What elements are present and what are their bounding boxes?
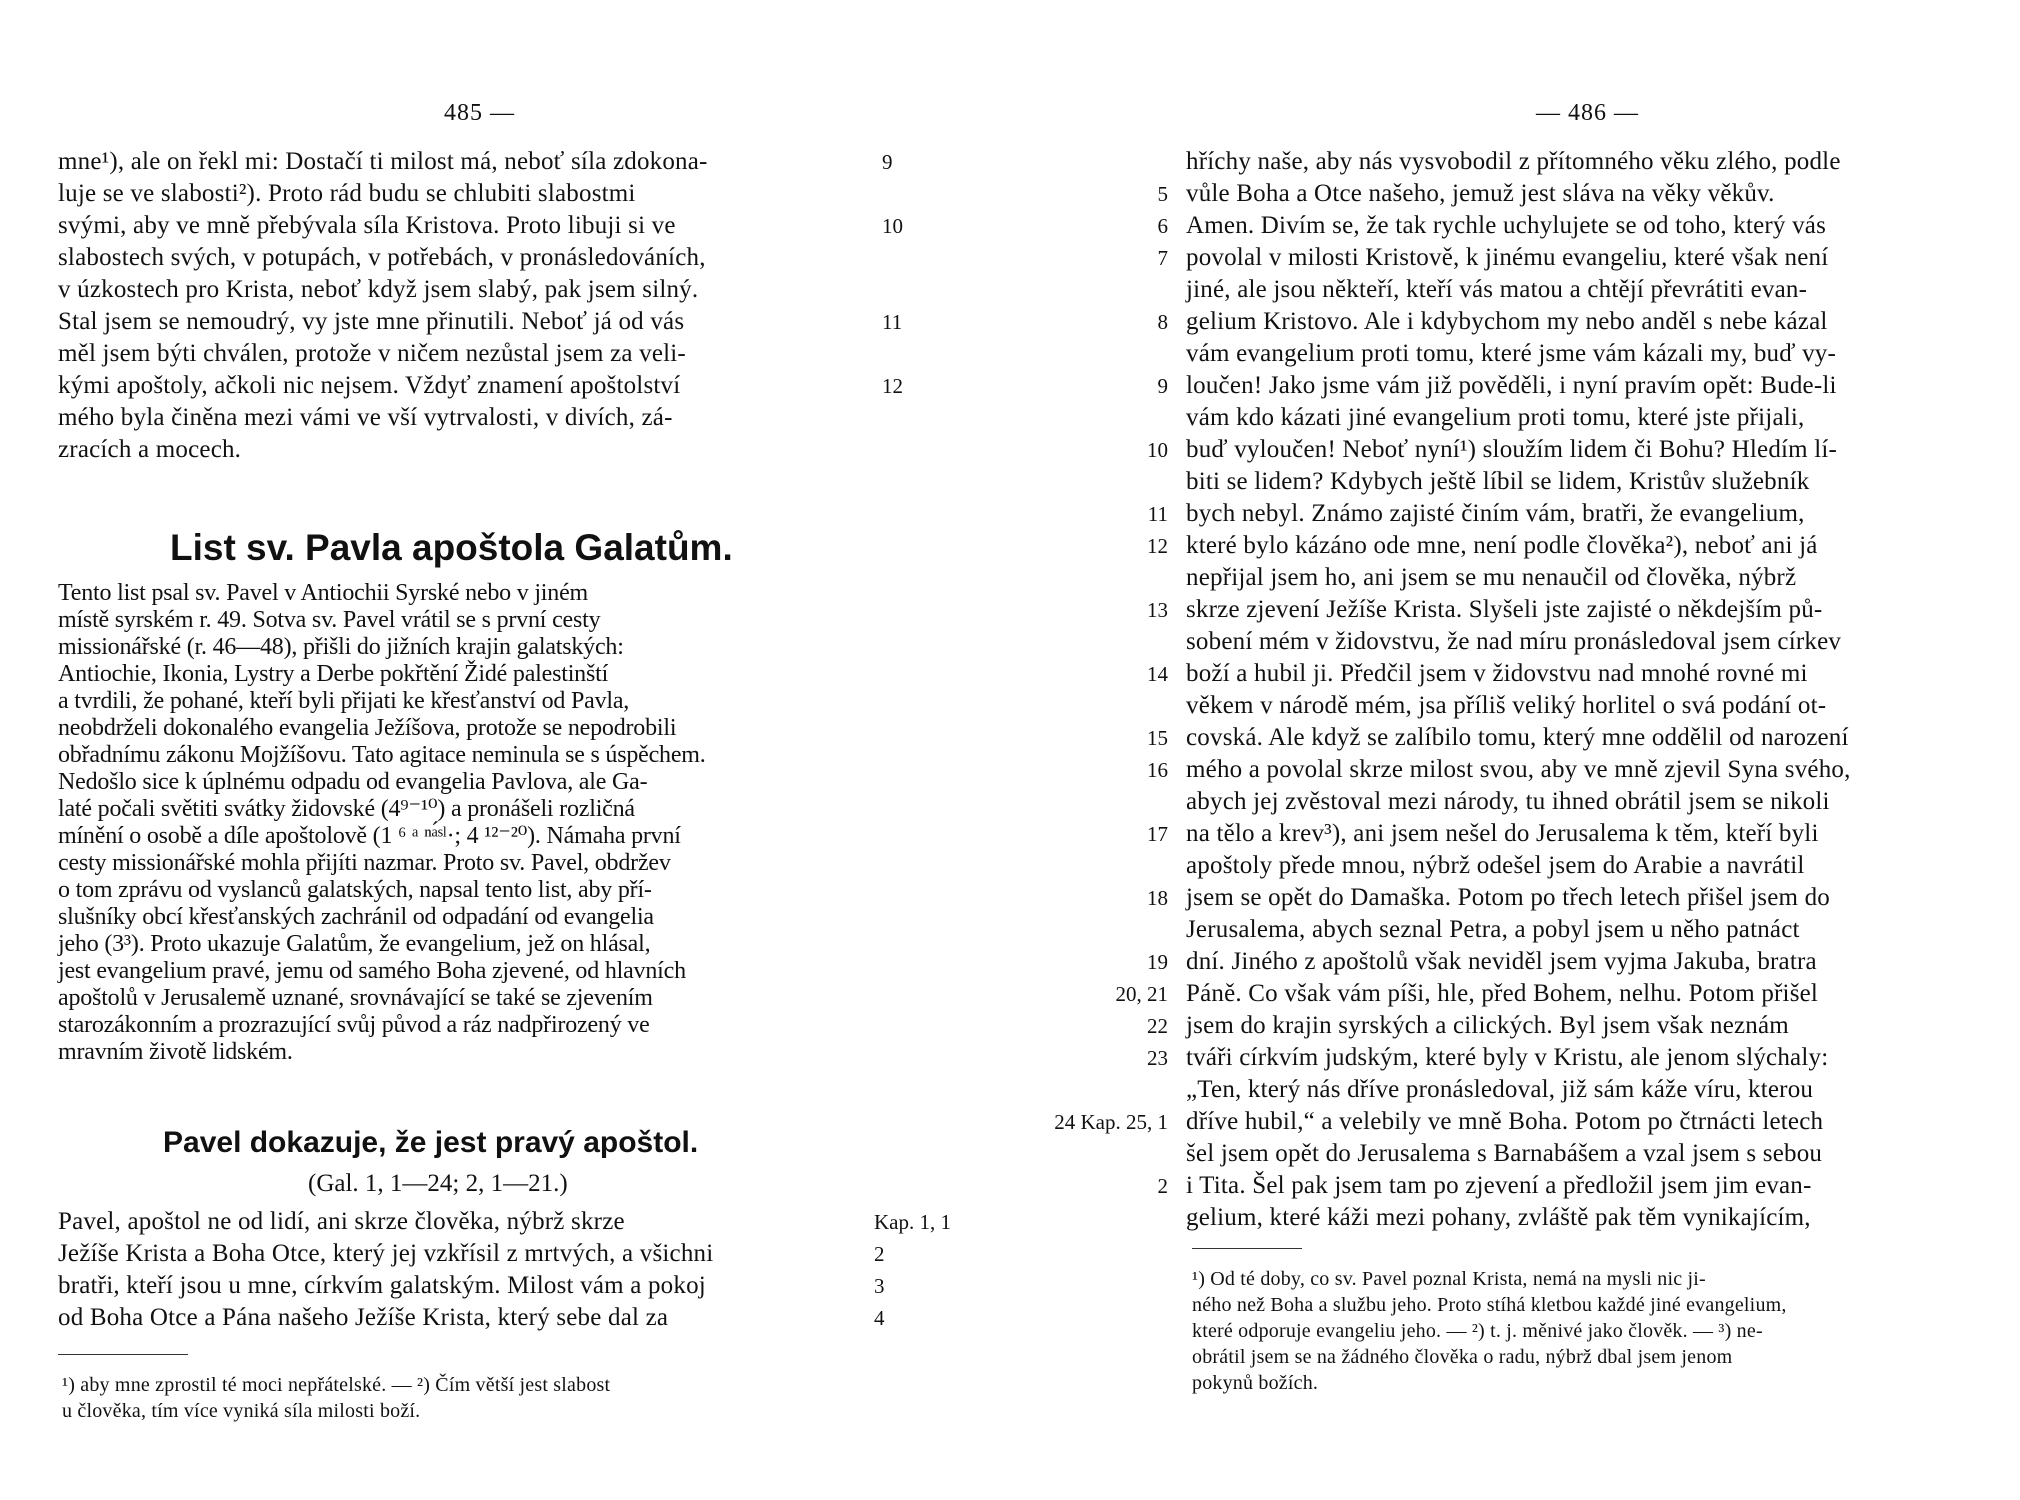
line-text: Nedošlo sice k úplnému odpadu od evangelia Pavlova, ale Ga- (58, 769, 648, 795)
text-line (1010, 530, 2020, 562)
line-text: obřadnímu zákonu Mojžíšovu. Tato agitace neminula se s úspěchem. (58, 742, 706, 768)
verse-number: 23 (1147, 1046, 1168, 1070)
intro-line (0, 1039, 1010, 1066)
footnote-text: které odporuje evangeliu jeho. — ²) t. j. měnivé jako člověk. — ³) ne- (1192, 1320, 1763, 1342)
verse-number: 16 (1147, 758, 1168, 782)
verse-number: 9 (882, 150, 893, 174)
verse-number: Kap. 1, 1 (874, 1210, 951, 1234)
text-line (1010, 1138, 2020, 1170)
line-text: bratři, kteří jsou u mne, církvím galatským. Milost vám a pokoj (58, 1272, 706, 1299)
text-line (0, 402, 1010, 434)
line-text: jsem se opět do Damaška. Potom po třech letech přišel jsem do (1186, 884, 1830, 911)
line-text: o tom zprávu od vyslanců galatských, napsal tento list, aby pří- (58, 877, 652, 903)
verse-number: 7 (1157, 246, 1168, 270)
verse-number: 18 (1147, 886, 1168, 910)
text-line (1010, 402, 2020, 434)
left-footnotes (0, 1372, 1010, 1424)
line-text: věkem v národě mém, jsa příliš veliký horlitel o svá podání ot- (1186, 692, 1827, 719)
text-line (1010, 1010, 2020, 1042)
page-number: 485 — (444, 100, 515, 126)
text-line (0, 306, 1010, 338)
line-text: které bylo kázáno ode mne, není podle člověka²), neboť ani já (1186, 532, 1818, 559)
footnote-line (1010, 1318, 2020, 1344)
text-line (1010, 242, 2020, 274)
intro-line (0, 634, 1010, 661)
text-line (1010, 722, 2020, 754)
intro-line (0, 769, 1010, 796)
intro-line (0, 958, 1010, 985)
intro-line (0, 904, 1010, 931)
verse-number: 4 (874, 1306, 885, 1330)
text-line (0, 434, 1010, 466)
verse-number: 8 (1157, 310, 1168, 334)
intro-paragraph (0, 580, 1010, 1066)
line-text: nepřijal jsem ho, ani jsem se mu nenaučil od člověka, nýbrž (1186, 564, 1797, 591)
line-text: zracích a mocech. (58, 436, 242, 463)
verse-number: 11 (1147, 502, 1168, 526)
text-line (1010, 210, 2020, 242)
line-text: a tvrdili, že pohané, kteří byli přijati ke křesťanství od Pavla, (58, 688, 630, 714)
verse-number: 19 (1147, 950, 1168, 974)
text-line (1010, 818, 2020, 850)
text-line (0, 338, 1010, 370)
line-text: apoštolů v Jerusalemě uznané, srovnávající se také se zjevením (58, 985, 653, 1011)
line-text: bych nebyl. Známo zajisté činím vám, bratři, že evangelium, (1186, 500, 1805, 527)
line-text: hříchy naše, aby nás vysvobodil z přítomného věku zlého, podle (1186, 148, 1841, 175)
verse-number: 14 (1147, 662, 1168, 686)
text-line (0, 178, 1010, 210)
text-line (0, 274, 1010, 306)
line-text: jiné, ale jsou někteří, kteří vás matou a chtějí převrátiti evan- (1186, 276, 1808, 303)
line-text: dříve hubil,“ a velebily ve mně Boha. Potom po čtrnácti letech (1186, 1108, 1824, 1135)
verse-number: 11 (882, 310, 903, 334)
footnote-rule (1192, 1248, 1302, 1249)
line-text: mého a povolal skrze milost svou, aby ve mně zjevil Syna svého, (1186, 756, 1851, 783)
line-text: buď vyloučen! Neboť nyní¹) sloužím lidem či Bohu? Hledím lí- (1186, 436, 1838, 463)
text-line (1010, 498, 2020, 530)
text-line (1010, 178, 2020, 210)
text-line (1010, 1042, 2020, 1074)
line-text: mínění o osobě a díle apoštolově (1 ⁶ ᵃ ⁿᵃ́ˢˡ·; 4 ¹²⁻²⁰). Námaha první (58, 823, 681, 849)
text-line (1010, 466, 2020, 498)
intro-line (0, 823, 1010, 850)
intro-line (0, 877, 1010, 904)
line-text: Tento list psal sv. Pavel v Antiochii Syrské nebo v jiném (58, 580, 588, 606)
line-text: tváři církvím judským, které byly v Kristu, ale jenom slýchaly: (1186, 1044, 1829, 1071)
text-line (0, 1270, 1010, 1302)
line-text: Amen. Divím se, že tak rychle uchylujete se od toho, který vás (1186, 212, 1826, 239)
text-line (0, 1302, 1010, 1334)
verse-number: 6 (1157, 214, 1168, 238)
line-text: na tělo a krev³), ani jsem nešel do Jerusalema k těm, kteří byli (1186, 820, 1819, 847)
text-line (1010, 754, 2020, 786)
intro-line (0, 661, 1010, 688)
text-line (1010, 978, 2020, 1010)
line-text: sobení mém v židovstvu, že nad míru pronásledoval jsem církev (1186, 628, 1842, 655)
line-text: od Boha Otce a Pána našeho Ježíše Krista, který sebe dal za (58, 1304, 669, 1331)
footnote-line (1010, 1266, 2020, 1292)
left-top-text (0, 146, 1010, 466)
text-line (1010, 658, 2020, 690)
line-text: kými apoštoly, ačkoli nic nejsem. Vždyť znamení apoštolství (58, 372, 681, 399)
footnote-line (1010, 1344, 2020, 1370)
line-text: apoštoly přede mnou, nýbrž odešel jsem do Arabie a navrátil (1186, 852, 1805, 879)
text-line (0, 242, 1010, 274)
line-text: svými, aby ve mně přebývala síla Kristova. Proto libuji si ve (58, 212, 676, 239)
verse-number: 9 (1157, 374, 1168, 398)
line-text: v úzkostech pro Krista, neboť když jsem slabý, pak jsem silný. (58, 276, 699, 303)
text-line (1010, 786, 2020, 818)
line-text: Pavel, apoštol ne od lidí, ani skrze člověka, nýbrž skrze (58, 1208, 625, 1235)
verse-number: 10 (1147, 438, 1168, 462)
footnote-line (0, 1398, 1010, 1424)
intro-line (0, 1012, 1010, 1039)
intro-line (0, 715, 1010, 742)
left-body-text (0, 1206, 1010, 1334)
text-line (1010, 946, 2020, 978)
line-text: mého byla činěna mezi vámi ve vší vytrvalosti, v divích, zá- (58, 404, 673, 431)
text-line (0, 370, 1010, 402)
footnote-text: ¹) aby mne zprostil té moci nepřátelské. — ²) Čím větší jest slabost (62, 1374, 611, 1396)
line-text: cesty missionářské mohla přijíti nazmar. Proto sv. Pavel, obdržev (58, 850, 671, 876)
line-text: missionářské (r. 46—48), přišli do jižních krajin galatských: (58, 634, 624, 660)
line-text: covská. Ale když se zalíbilo tomu, který mne oddělil od narození (1186, 724, 1849, 751)
line-text: Jerusalema, abych seznal Petra, a pobyl jsem u něho patnáct (1186, 916, 1800, 943)
intro-line (0, 985, 1010, 1012)
line-text: jeho (3³). Proto ukazuje Galatům, že evangelium, jež on hlásal, (58, 931, 651, 957)
line-text: místě syrském r. 49. Sotva sv. Pavel vrátil se s první cesty (58, 607, 601, 633)
text-line (1010, 146, 2020, 178)
intro-line (0, 850, 1010, 877)
footnote-line (1010, 1370, 2020, 1396)
line-text: jest evangelium pravé, jemu od samého Boha zjevené, od hlavních (58, 958, 686, 984)
footnote-line (0, 1372, 1010, 1398)
text-line (1010, 1202, 2020, 1234)
verse-number: 12 (882, 374, 903, 398)
line-text: neobdrželi dokonalého evangelia Ježíšova, protože se nepodrobili (58, 715, 677, 741)
text-line (1010, 850, 2020, 882)
line-text: vůle Boha a Otce našeho, jemuž jest sláva na věky věkův. (1186, 180, 1775, 207)
line-text: i Tita. Šel pak jsem tam po zjevení a předložil jsem jim evan- (1186, 1172, 1812, 1199)
line-text: slušníky obcí křesťanských zachránil od odpadání od evangelia (58, 904, 654, 930)
footnote-text: ného než Boha a službu jeho. Proto stíhá kletbou každé jiné evangelium, (1192, 1294, 1787, 1316)
verse-number: 10 (882, 214, 903, 238)
text-line (0, 1238, 1010, 1270)
line-text: Stal jsem se nemoudrý, vy jste mne přinutili. Neboť já od vás (58, 308, 685, 335)
text-line (0, 210, 1010, 242)
verse-number: 22 (1147, 1014, 1168, 1038)
verse-number: 13 (1147, 598, 1168, 622)
line-text: povolal v milosti Kristově, k jinému evangeliu, které však není (1186, 244, 1829, 271)
line-text: vám kdo kázati jiné evangelium proti tomu, které jste přijali, (1186, 404, 1805, 431)
text-line (1010, 370, 2020, 402)
verse-number: 24 Kap. 25, 1 (1054, 1110, 1168, 1134)
text-line (1010, 562, 2020, 594)
text-line (1010, 690, 2020, 722)
right-footnotes (1010, 1266, 2020, 1396)
line-text: „Ten, který nás dříve pronásledoval, již sám káže víru, kterou (1186, 1076, 1814, 1103)
footnote-rule (58, 1354, 188, 1355)
verse-number: 2 (1157, 1174, 1168, 1198)
footnote-line (1010, 1292, 2020, 1318)
right-body-text (1010, 146, 2020, 1234)
line-text: loučen! Jako jsme vám již pověděli, i nyní pravím opět: Bude-li (1186, 372, 1837, 399)
line-text: vám evangelium proti tomu, které jsme vám kázali my, buď vy- (1186, 340, 1836, 367)
verse-number: 20, 21 (1115, 982, 1168, 1006)
line-text: Antiochie, Ikonia, Lystry a Derbe pokřtění Židé palestinští (58, 661, 609, 687)
verse-number: 5 (1157, 182, 1168, 206)
text-line (0, 1206, 1010, 1238)
text-line (1010, 914, 2020, 946)
intro-line (0, 580, 1010, 607)
text-line (1010, 274, 2020, 306)
text-line (1010, 1170, 2020, 1202)
footnote-text: ¹) Od té doby, co sv. Pavel poznal Krista, nemá na mysli nic ji- (1192, 1268, 1706, 1290)
text-line (1010, 1074, 2020, 1106)
text-line (1010, 594, 2020, 626)
section-title: Pavel dokazuje, že jest pravý apoštol. (163, 1126, 699, 1159)
book-title: List sv. Pavla apoštola Galatům. (170, 527, 733, 568)
line-text: Ježíše Krista a Boha Otce, který jej vzkřísil z mrtvých, a všichni (58, 1240, 714, 1267)
line-text: šel jsem opět do Jerusalema s Barnabášem a vzal jsem s sebou (1186, 1140, 1823, 1167)
line-text: boží a hubil ji. Předčil jsem v židovstvu nad mnohé rovné mi (1186, 660, 1808, 687)
line-text: měl jsem býti chválen, protože v ničem nezůstal jsem za veli- (58, 340, 686, 367)
line-text: slabostech svých, v potupách, v potřebách, v pronásledováních, (58, 244, 706, 271)
intro-line (0, 796, 1010, 823)
intro-line (0, 931, 1010, 958)
line-text: abych jej zvěstoval mezi národy, tu ihned obrátil jsem se nikoli (1186, 788, 1830, 815)
verse-number: 15 (1147, 726, 1168, 750)
line-text: gelium Kristovo. Ale i kdybychom my nebo anděl s nebe kázal (1186, 308, 1828, 335)
line-text: skrze zjevení Ježíše Krista. Slyšeli jste zajisté o někdejším pů- (1186, 596, 1823, 623)
text-line (1010, 882, 2020, 914)
intro-line (0, 607, 1010, 634)
line-text: mravním životě lidském. (58, 1039, 293, 1065)
text-line (1010, 1106, 2020, 1138)
line-text: mne¹), ale on řekl mi: Dostačí ti milost má, neboť síla zdokona- (58, 148, 708, 175)
line-text: dní. Jiného z apoštolů však neviděl jsem vyjma Jakuba, bratra (1186, 948, 1817, 975)
line-text: starozákonním a prozrazující svůj původ a ráz nadpřirozený ve (58, 1012, 650, 1038)
verse-number: 3 (874, 1274, 885, 1298)
verse-number: 12 (1147, 534, 1168, 558)
text-line (1010, 434, 2020, 466)
line-text: laté počali světiti svátky židovské (4⁹⁻¹⁰) a pronášeli rozličná (58, 796, 635, 822)
text-line (1010, 626, 2020, 658)
line-text: jsem do krajin syrských a cilických. Byl jsem však neznám (1186, 1012, 1789, 1039)
footnote-text: pokynů božích. (1192, 1372, 1319, 1394)
footnote-text: obrátil jsem se na žádného člověka o radu, nýbrž dbal jsem jenom (1192, 1346, 1733, 1368)
footnote-text: u člověka, tím více vyniká síla milosti boží. (62, 1400, 421, 1422)
section-reference: (Gal. 1, 1—24; 2, 1—21.) (308, 1170, 568, 1197)
line-text: biti se lidem? Kdybych ještě líbil se lidem, Kristův služebník (1186, 468, 1810, 495)
line-text: gelium, které káži mezi pohany, zvláště pak těm vynikajícím, (1186, 1204, 1811, 1231)
text-line (1010, 338, 2020, 370)
text-line (1010, 306, 2020, 338)
line-text: luje se ve slabosti²). Proto rád budu se chlubiti slabostmi (58, 180, 636, 207)
intro-line (0, 742, 1010, 769)
verse-number: 2 (874, 1242, 885, 1266)
line-text: Páně. Co však vám píši, hle, před Bohem, nelhu. Potom přišel (1186, 980, 1819, 1007)
text-line (0, 146, 1010, 178)
verse-number: 17 (1147, 822, 1168, 846)
intro-line (0, 688, 1010, 715)
page-number: — 486 — (1536, 100, 1639, 126)
right-page (1010, 0, 2020, 1500)
